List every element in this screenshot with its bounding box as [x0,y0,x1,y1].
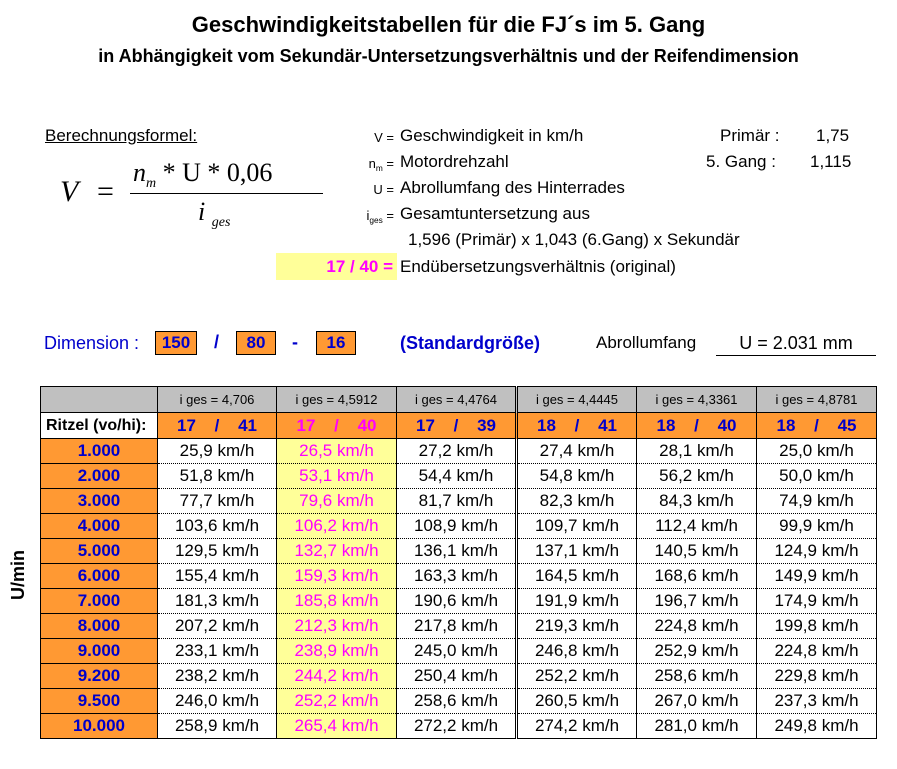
formula-label: Berechnungsformel: [45,126,198,145]
speed-cell: 74,9 km/h [757,489,877,514]
ratio-desc: Endübersetzungsverhältnis (original) [400,257,676,276]
table-row [41,689,877,714]
speed-cell: 258,6 km/h [637,664,757,689]
formula-n-sub: m [146,176,157,192]
speed-cell: 185,8 km/h [277,589,397,614]
primary-value: 1,75 [816,126,850,145]
speed-cell: 244,2 km/h [277,664,397,689]
speed-cell: 56,2 km/h [637,464,757,489]
speed-cell: 103,6 km/h [158,514,277,539]
ratio-value: 17 / 40 = [276,253,397,280]
speed-cell: 238,2 km/h [158,664,277,689]
legend-sym-nm: $n_m$ = [368,156,394,173]
speed-cell: 106,2 km/h [277,514,397,539]
speed-cell: 233,1 km/h [158,639,277,664]
speed-cell: 174,9 km/h [757,589,877,614]
table-row [41,714,877,739]
tire-ratio-field[interactable]: 80 [236,331,276,355]
speed-cell: 155,4 km/h [158,564,277,589]
speed-cell: 129,5 km/h [158,539,277,564]
speed-cell: 224,8 km/h [757,639,877,664]
formula-i-sub: ges [211,215,231,231]
ritzel-header: 18 / 41 [517,413,637,439]
speed-cell: 51,8 km/h [158,464,277,489]
legend-sym-u: U = [373,182,394,197]
speed-cell: 140,5 km/h [637,539,757,564]
speed-cell: 149,9 km/h [757,564,877,589]
speed-cell: 267,0 km/h [637,689,757,714]
table-row [41,639,877,664]
speed-cell: 124,9 km/h [757,539,877,564]
iges-header: i ges = 4,3361 [637,387,757,413]
speed-cell: 190,6 km/h [397,589,517,614]
speed-cell: 54,4 km/h [397,464,517,489]
formula-numerator [133,158,272,192]
standard-size-note: (Standardgröße) [400,333,541,353]
speed-cell: 199,8 km/h [757,614,877,639]
formula-denominator [198,197,230,231]
iges-header: i ges = 4,706 [158,387,277,413]
speed-cell: 53,1 km/h [277,464,397,489]
speed-cell: 54,8 km/h [517,464,637,489]
speed-cell: 168,6 km/h [637,564,757,589]
iges-header: i ges = 4,5912 [277,387,397,413]
primary-label: Primär : [720,126,780,145]
legend-desc-v: Geschwindigkeit in km/h [400,126,584,145]
speed-cell: 108,9 km/h [397,514,517,539]
page-title: Geschwindigkeitstabellen für die FJ´s im 5. Gang [191,12,706,37]
table-row [41,464,877,489]
rpm-cell: 2.000 [41,464,158,489]
speed-cell: 265,4 km/h [277,714,397,739]
rpm-cell: 9.200 [41,664,158,689]
formula-lhs: V [60,175,79,208]
speed-cell: 258,6 km/h [397,689,517,714]
table-row [41,614,877,639]
speed-cell: 79,6 km/h [277,489,397,514]
speed-cell: 99,9 km/h [757,514,877,539]
header-blank-cell [41,387,158,413]
speed-cell: 217,8 km/h [397,614,517,639]
formula-i: i [198,197,206,226]
speed-cell: 25,0 km/h [757,439,877,464]
legend-desc-iges: Gesamtuntersetzung aus [400,204,590,223]
speed-cell: 163,3 km/h [397,564,517,589]
ritzel-header: 18 / 40 [637,413,757,439]
formula-equals: = [97,175,114,208]
speed-cell: 191,9 km/h [517,589,637,614]
speed-cell: 27,2 km/h [397,439,517,464]
speed-cell: 50,0 km/h [757,464,877,489]
speed-cell: 196,7 km/h [637,589,757,614]
rim-size-field[interactable]: 16 [316,331,356,355]
legend-sym-v: V = [374,130,394,145]
speed-cell: 112,4 km/h [637,514,757,539]
speed-cell: 81,7 km/h [397,489,517,514]
speed-cell: 164,5 km/h [517,564,637,589]
speed-cell: 245,0 km/h [397,639,517,664]
ritzel-header: 17 / 39 [397,413,517,439]
speed-cell: 159,3 km/h [277,564,397,589]
page-subtitle: in Abhängigkeit vom Sekundär-Untersetzungsverhältnis und der Reifendimension [98,46,799,66]
speed-cell: 229,8 km/h [757,664,877,689]
rpm-cell: 10.000 [41,714,158,739]
speed-cell: 237,3 km/h [757,689,877,714]
speed-cell: 25,9 km/h [158,439,277,464]
rpm-cell: 4.000 [41,514,158,539]
table-row [41,489,877,514]
speed-cell: 207,2 km/h [158,614,277,639]
table-row [41,539,877,564]
speed-cell: 82,3 km/h [517,489,637,514]
speed-cell: 281,0 km/h [637,714,757,739]
speed-table [40,386,877,739]
rpm-cell: 9.500 [41,689,158,714]
rpm-cell: 3.000 [41,489,158,514]
gear-label: 5. Gang : [706,152,776,171]
iges-header: i ges = 4,4445 [517,387,637,413]
speed-cell: 238,9 km/h [277,639,397,664]
table-row [41,439,877,464]
table-row [41,664,877,689]
speed-cell: 109,7 km/h [517,514,637,539]
roll-circumference-label: Abrollumfang [596,333,697,352]
table-row [41,564,877,589]
speed-cell: 246,0 km/h [158,689,277,714]
legend-desc-nm: Motordrehzahl [400,152,509,171]
speed-cell: 137,1 km/h [517,539,637,564]
ritzel-header: 18 / 45 [757,413,877,439]
gear-value: 1,115 [810,152,852,171]
rpm-cell: 7.000 [41,589,158,614]
dimension-label: Dimension : [44,333,140,353]
speed-cell: 181,3 km/h [158,589,277,614]
speed-cell: 84,3 km/h [637,489,757,514]
formula-n: n [133,158,146,187]
table-row [41,589,877,614]
rpm-cell: 9.000 [41,639,158,664]
speed-cell: 272,2 km/h [397,714,517,739]
ritzel-label: Ritzel (vo/hi): [41,413,158,439]
rpm-cell: 8.000 [41,614,158,639]
rpm-cell: 6.000 [41,564,158,589]
speed-cell: 274,2 km/h [517,714,637,739]
speed-cell: 252,2 km/h [277,689,397,714]
formula-num-rest: * U * 0,06 [162,158,273,187]
speed-cell: 28,1 km/h [637,439,757,464]
speed-cell: 132,7 km/h [277,539,397,564]
speed-cell: 258,9 km/h [158,714,277,739]
speed-cell: 252,2 km/h [517,664,637,689]
speed-cell: 260,5 km/h [517,689,637,714]
speed-cell: 219,3 km/h [517,614,637,639]
ritzel-header: 17 / 41 [158,413,277,439]
speed-cell: 212,3 km/h [277,614,397,639]
ritzel-header: 17 / 40 [277,413,397,439]
legend-desc-u: Abrollumfang des Hinterrades [400,178,625,197]
speed-cell: 27,4 km/h [517,439,637,464]
rpm-cell: 5.000 [41,539,158,564]
dimension-sep2: - [292,332,298,352]
speed-cell: 249,8 km/h [757,714,877,739]
legend-extra: 1,596 (Primär) x 1,043 (6.Gang) x Sekundär [408,230,740,249]
table-row [41,514,877,539]
iges-header: i ges = 4,8781 [757,387,877,413]
speed-cell: 252,9 km/h [637,639,757,664]
dimension-sep1: / [214,332,220,352]
speed-cell: 250,4 km/h [397,664,517,689]
tire-width-field[interactable]: 150 [155,331,197,355]
speed-cell: 246,8 km/h [517,639,637,664]
roll-circumference-value: U = 2.031 mm [716,333,876,356]
rpm-cell: 1.000 [41,439,158,464]
speed-cell: 224,8 km/h [637,614,757,639]
speed-cell: 26,5 km/h [277,439,397,464]
iges-header: i ges = 4,4764 [397,387,517,413]
formula-fraction-line [130,193,323,194]
speed-cell: 136,1 km/h [397,539,517,564]
legend-sym-iges: $i_{ges}$ = [366,208,394,225]
speed-cell: 77,7 km/h [158,489,277,514]
rpm-axis-label: U/min [8,549,28,600]
